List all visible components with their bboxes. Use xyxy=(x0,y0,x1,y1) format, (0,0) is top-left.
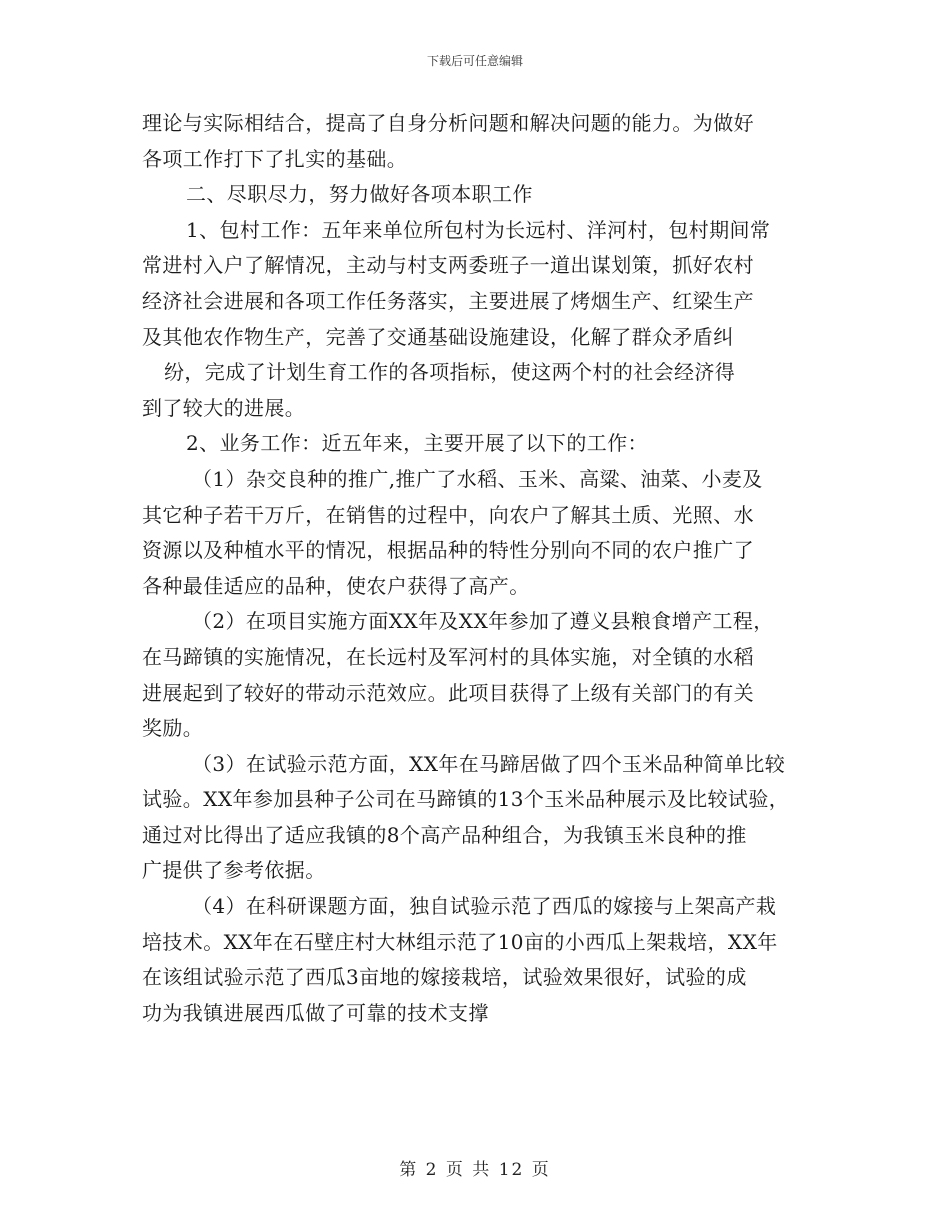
body-text xyxy=(142,106,814,1031)
text-line: 常进村入户了解情况，主动与村支两委班子一道出谋划策，抓好农村 xyxy=(142,253,754,278)
text-line: 各项工作打下了扎实的基础。 xyxy=(142,146,408,171)
text-line: 资源以及种植水平的情况，根据品种的特性分别向不同的农户推广了 xyxy=(142,538,754,563)
text-line: 其它种子若干万斤，在销售的过程中，向农户了解其土质、光照、水 xyxy=(142,502,754,527)
text-line: 及其他农作物生产，完善了交通基础设施建设，化解了群众矛盾纠 xyxy=(142,324,734,349)
text-line: 2、业务工作：近五年来，主要开展了以下的工作： xyxy=(186,431,648,456)
text-line: 在该组试验示范了西瓜3亩地的嫁接栽培，试验效果很好，试验的成 xyxy=(142,965,747,990)
page-footer: 第 2 页 共 12 页 xyxy=(399,1160,551,1180)
section-heading: 二、尽职尽力，努力做好各项本职工作 xyxy=(186,182,533,207)
text-line: 在马蹄镇的实施情况，在长远村及军河村的具体实施，对全镇的水稻 xyxy=(142,644,754,669)
text-line: 试验。XX年参加县种子公司在马蹄镇的13个玉米品种展示及比较试验， xyxy=(142,787,790,812)
text-line: 广提供了参考依据。 xyxy=(142,858,326,883)
text-line: 纷，完成了计划生育工作的各项指标，使这两个村的社会经济得 xyxy=(164,360,736,385)
text-line: 1、包村工作：五年来单位所包村为长远村、洋河村，包村期间常 xyxy=(186,217,771,242)
page-header: 下载后可任意编辑 xyxy=(426,54,523,68)
text-line: 培技术。XX年在石壁庄村大林组示范了10亩的小西瓜上架栽培，XX年 xyxy=(142,929,778,954)
text-line: 经济社会进展和各项工作任务落实，主要进展了烤烟生产、红梁生产 xyxy=(142,288,754,313)
text-line: 进展起到了较好的带动示范效应。此项目获得了上级有关部门的有关 xyxy=(142,680,754,705)
text-line: 各种最佳适应的品种，使农户获得了高产。 xyxy=(142,573,530,598)
text-line: 通过对比得出了适应我镇的8个高产品种组合，为我镇玉米良种的推 xyxy=(142,822,747,847)
text-line: 奖励。 xyxy=(142,716,204,741)
text-line: 理论与实际相结合，提高了自身分析问题和解决问题的能力。为做好 xyxy=(142,111,754,135)
text-line: 到了较大的进展。 xyxy=(142,395,306,420)
text-line: 功为我镇进展西瓜做了可靠的技术支撑 xyxy=(142,1000,489,1025)
text-line: （4）在科研课题方面，独自试验示范了西瓜的嫁接与上架高产栽 xyxy=(192,894,777,919)
text-line: （3）在试验示范方面，XX年在马蹄居做了四个玉米品种简单比较 xyxy=(192,751,786,776)
text-line: （1）杂交良种的推广,推广了水稻、玉米、高粱、油菜、小麦及 xyxy=(192,466,763,491)
text-line: （2）在项目实施方面XX年及XX年参加了遵义县粮食增产工程， xyxy=(192,609,774,634)
